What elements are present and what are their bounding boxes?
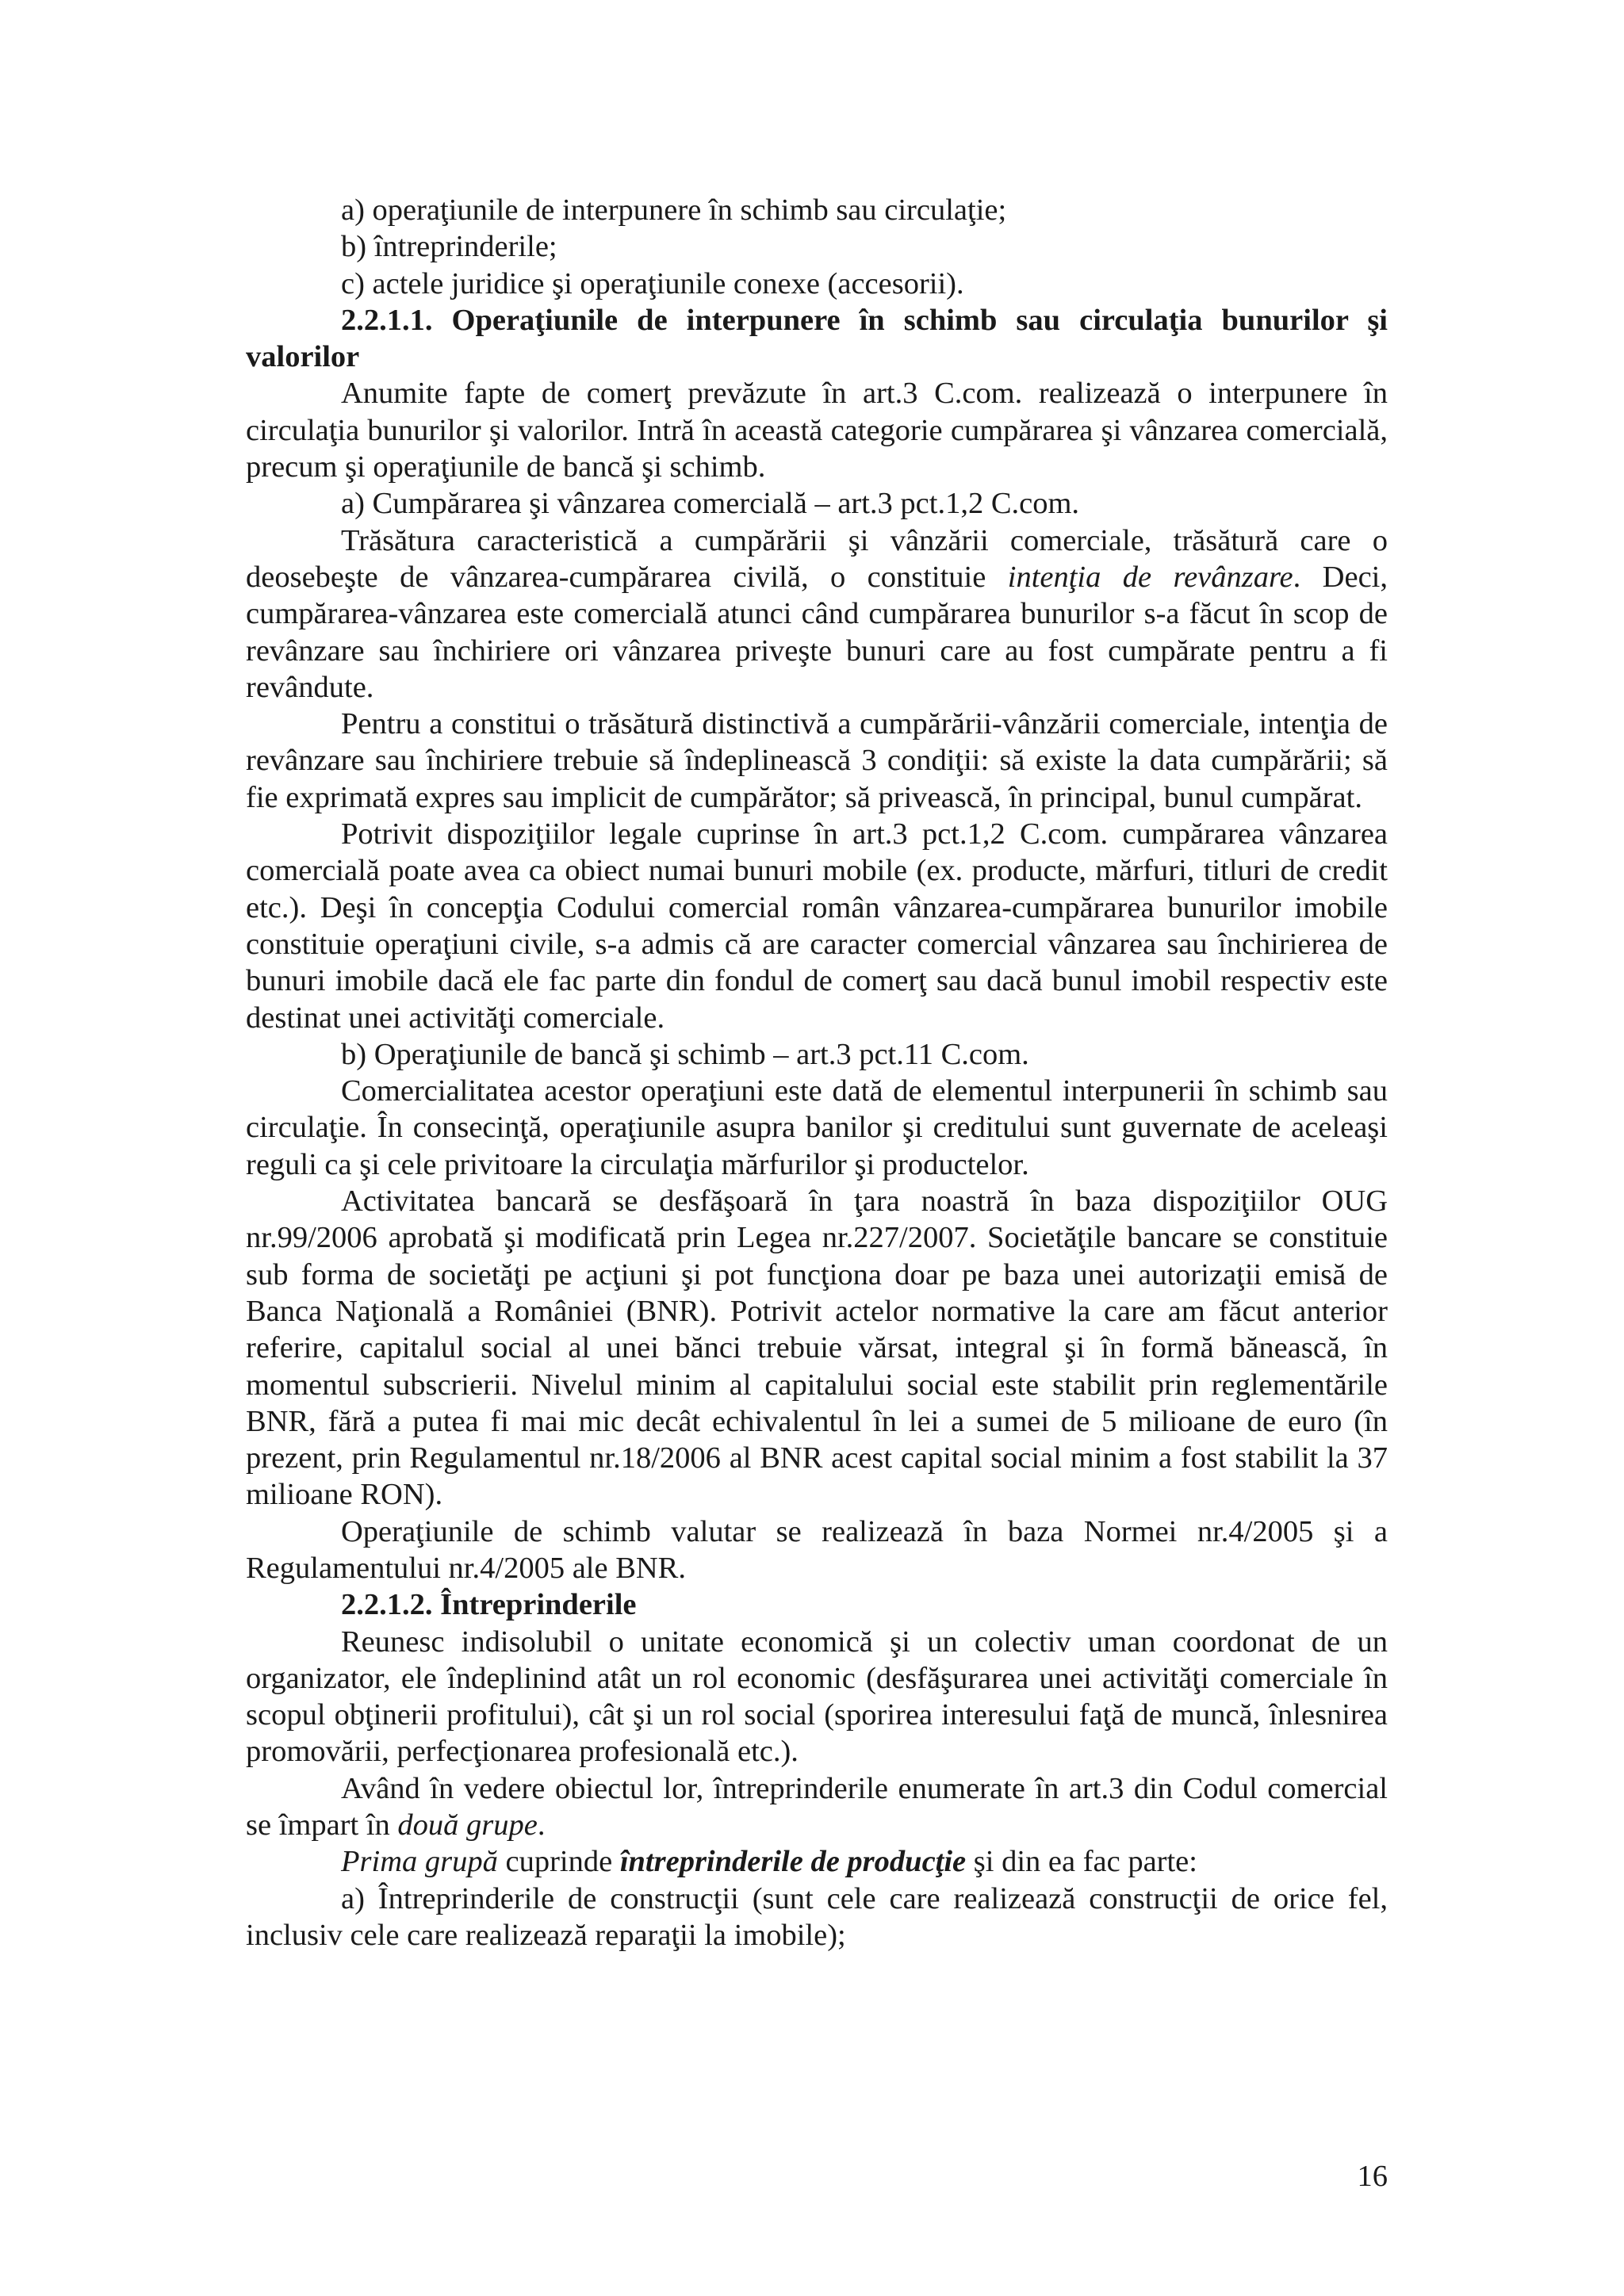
- paragraph: a) Întreprinderile de construcţii (sunt cele care realizează construcţii de orice fel, inclusiv cele care realizează reparaţii la imobile);: [246, 1881, 1388, 1952]
- paragraph: Potrivit dispoziţiilor legale cuprinse în art.3 pct.1,2 C.com. cumpărarea vânzarea comercială poate avea ca obiect numai bunuri mobile (ex. producte, mărfuri, titluri de credit etc.). Deşi în concepţia Codului comercial român vânzarea-cumpărarea bunurilor imobile constituie operaţiuni civile, s-a admis că are caracter comercial vânzarea sau închirierea de bunuri imobile dacă ele fac parte din fondul de comerţ sau dacă bunul imobil respectiv este destinat unei activităţi comerciale.: [246, 817, 1388, 1035]
- paragraph: Comercialitatea acestor operaţiuni este dată de elementul interpunerii în schimb sau circulaţie. În consecinţă, operaţiunile asupra banilor şi creditului sunt guvernate de aceleaşi reguli ca şi cele privitoare la circulaţia mărfurilor şi productelor.: [246, 1074, 1388, 1181]
- paragraph: [246, 1843, 1388, 1880]
- paragraph: Anumite fapte de comerţ prevăzute în art.3 C.com. realizează o interpunere în circulaţia bunurilor şi valorilor. Intră în această categorie cumpărarea şi vânzarea comercială, precum şi operaţiunile de bancă şi schimb.: [246, 377, 1388, 484]
- section-heading-2-2-1-2: 2.2.1.2. Întreprinderile: [341, 1588, 637, 1622]
- paragraph-text: . Deci, cumpărarea-vânzarea este comercială atunci când cumpărarea bunurilor s-a făcut în scop de revânzare sau închiriere ori vânzarea priveşte bunuri care au fost cumpărate pentru a fi revândute.: [246, 560, 1388, 704]
- section-heading-2-2-1-1: 2.2.1.1. Operaţiunile de interpunere în schimb sau circulaţia bunurilor şi valorilor: [246, 303, 1388, 374]
- paragraph: Reunesc indisolubil o unitate economică şi un colectiv uman coordonat de un organizator, ele îndeplinind atât un rol economic (desfăşurarea unei activităţi comerciale în scopul obţinerii profitului), cât şi un rol social (sporirea interesului faţă de muncă, înlesnirea promovării, perfecţionarea profesională etc.).: [246, 1624, 1388, 1769]
- paragraph: Operaţiunile de schimb valutar se realizează în baza Normei nr.4/2005 şi a Regulamentului nr.4/2005 ale BNR.: [246, 1514, 1388, 1585]
- paragraph-text: Trăsătura caracteristică a cumpărării şi vânzării comerciale, trăsătură care o deosebeşte de vânzarea-cumpărarea civilă, o constituie: [246, 523, 1388, 594]
- paragraph: Pentru a constitui o trăsătură distinctivă a cumpărării-vânzării comerciale, intenţia de revânzare sau închiriere trebuie să îndeplinească 3 condiţii: să existe la data cumpărării; să fie exprimată expres sau implicit de cumpărător; să privească, în principal, bunul cumpărat.: [246, 707, 1388, 814]
- paragraph: [246, 1770, 1388, 1844]
- paragraph-text: .: [537, 1808, 546, 1843]
- paragraph: [246, 522, 1388, 706]
- list-item: a) operaţiunile de interpunere în schimb sau circulaţie;: [341, 193, 1007, 227]
- strong-emphasis-text: întreprinderile de producţie: [619, 1845, 967, 1879]
- list-item: c) actele juridice şi operaţiunile conexe (accesorii).: [341, 266, 964, 300]
- emphasis-text: Prima grupă: [341, 1845, 498, 1879]
- emphasis-text: intenţia de revânzare: [1007, 560, 1293, 594]
- emphasis-text: două grupe: [397, 1808, 538, 1843]
- page-number: 16: [1357, 2160, 1388, 2193]
- paragraph-text: şi din ea fac parte:: [966, 1845, 1197, 1879]
- paragraph-text: cuprinde: [497, 1845, 620, 1879]
- paragraph-text: Având în vedere obiectul lor, întreprinderile enumerate în art.3 din Codul comercial se împart în: [246, 1771, 1388, 1843]
- list-item: b) întreprinderile;: [341, 230, 557, 264]
- document-body: [246, 192, 1388, 1954]
- subheading-a: a) Cumpărarea şi vânzarea comercială – art.3 pct.1,2 C.com.: [341, 487, 1080, 521]
- subheading-b: b) Operaţiunile de bancă şi schimb – art.3 pct.11 C.com.: [341, 1037, 1029, 1071]
- paragraph: Activitatea bancară se desfăşoară în ţara noastră în baza dispoziţiilor OUG nr.99/2006 aprobată şi modificată prin Legea nr.227/2007. Societăţile bancare se constituie sub forma de societăţi pe acţiuni şi pot funcţiona doar pe baza unei autorizaţii emisă de Banca Naţională a României (BNR). Potrivit actelor normative la care am făcut anterior referire, capitalul social al unei bănci trebuie vărsat, integral şi în formă bănească, în momentul subscrierii. Nivelul minim al capitalului social este stabilit prin reglementările BNR, fără a putea fi mai mic decât echivalentul în lei a sumei de 5 milioane de euro (în prezent, prin Regulamentul nr.18/2006 al BNR acest capital social minim a fost stabilit la 37 milioane RON).: [246, 1184, 1388, 1512]
